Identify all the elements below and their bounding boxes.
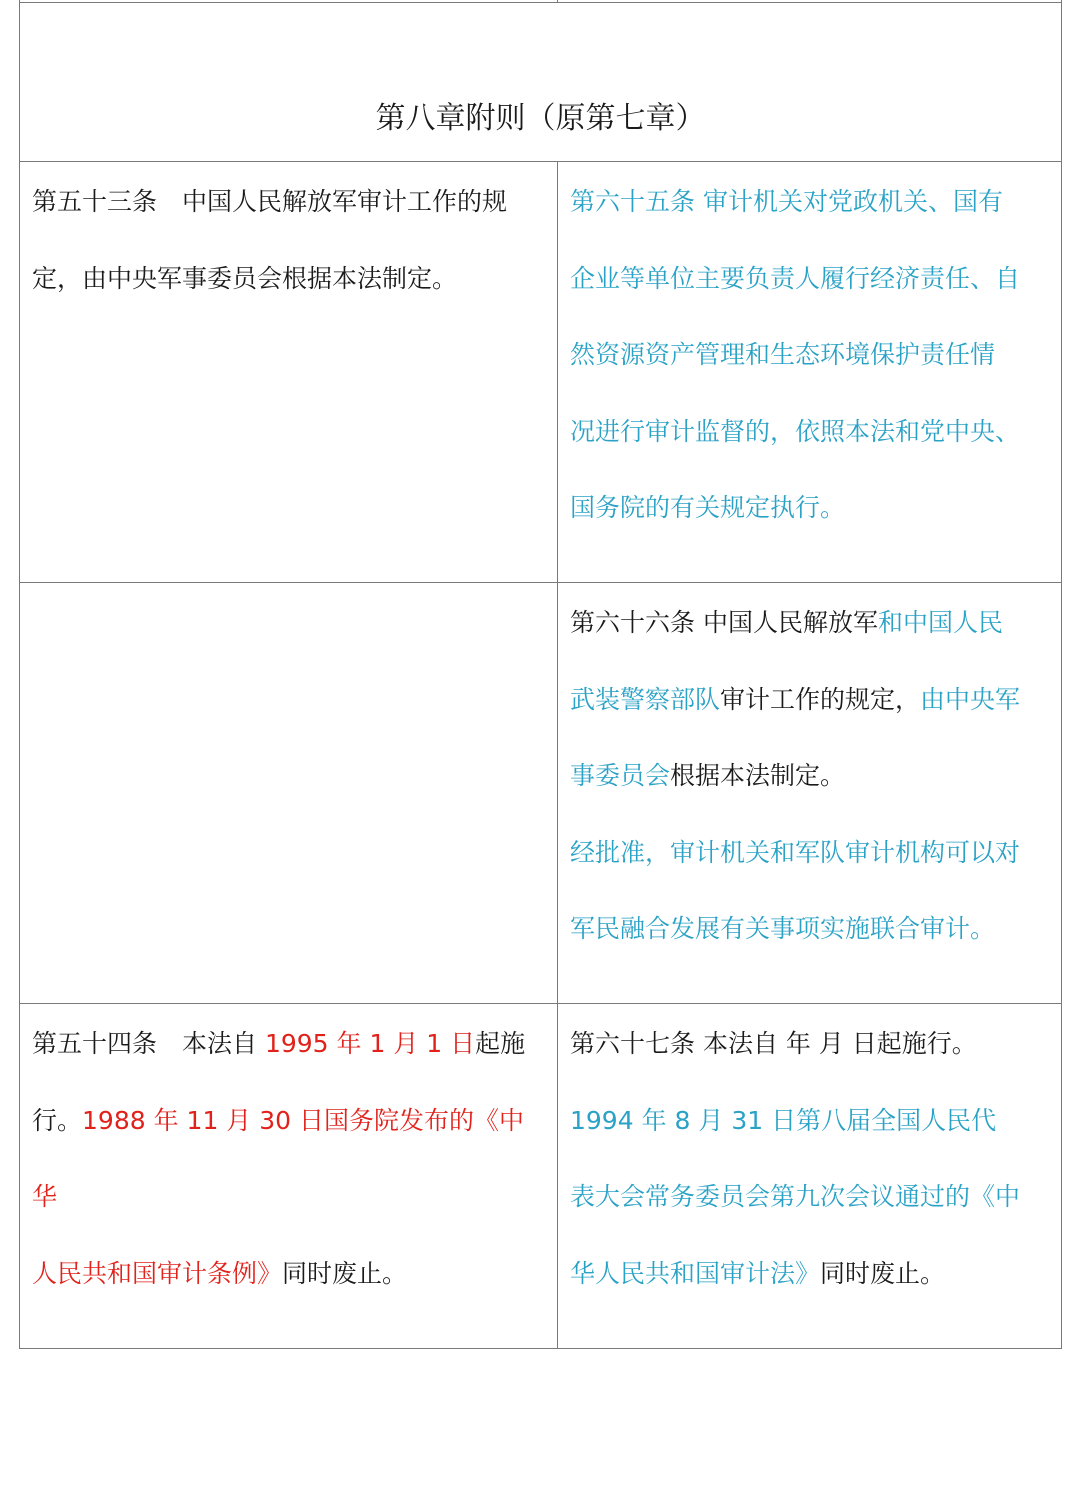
text-run: 行。	[32, 1105, 83, 1135]
table-row-2	[20, 583, 1061, 1004]
text-run: 1988 年 11 月 30 日国务院发布的《中华	[32, 1105, 524, 1211]
cell-line	[570, 1006, 1052, 1083]
cell-line	[570, 317, 1052, 394]
cell-line	[570, 738, 1052, 815]
cell-line	[32, 1236, 547, 1313]
cell-line	[32, 241, 547, 318]
cell-line	[32, 164, 547, 241]
text-run: 第六十五条 审计机关对党政机关、国有	[570, 187, 1003, 216]
text-run: 同时废止。	[282, 1258, 408, 1288]
cell-line	[570, 662, 1052, 739]
column-divider	[557, 583, 558, 1003]
text-run: 由中央军	[920, 684, 1021, 714]
text-run: 武装警察部队	[570, 684, 721, 714]
cell-line	[570, 470, 1052, 547]
text-run: 第六十六条 中国人民解放军	[570, 608, 878, 637]
text-run: 1994 年 8 月 31 日第八届全国人民代	[570, 1105, 997, 1135]
old-law-cell	[32, 1004, 547, 1312]
cell-line	[32, 1083, 547, 1236]
cell-line	[570, 394, 1052, 471]
text-run: 事委员会	[570, 761, 671, 790]
text-run: 同时废止。	[820, 1258, 946, 1288]
comparison-table	[19, 0, 1062, 1349]
chapter-title: 第八章附则（原第七章）	[375, 101, 706, 136]
old-law-cell	[32, 583, 547, 585]
text-run: 经批准，审计机关和军队审计机构可以对	[570, 837, 1021, 867]
cell-line	[570, 1236, 1052, 1313]
chapter-header-row	[20, 3, 1061, 162]
cell-line	[570, 585, 1052, 662]
text-run: 第六十七条 本法自 年 月 日起施行。	[570, 1029, 977, 1058]
text-run: 况进行审计监督的，依照本法和党中央、	[570, 416, 1021, 446]
old-law-cell	[32, 162, 547, 317]
text-run: 1995 年 1 月 1 日	[264, 1029, 476, 1058]
text-run: 企业等单位主要负责人履行经济责任、自	[570, 263, 1021, 293]
column-divider	[557, 162, 558, 582]
table-row-1	[20, 162, 1061, 583]
cell-line	[570, 815, 1052, 892]
text-run: 起施	[475, 1029, 526, 1058]
new-law-cell	[570, 1004, 1052, 1312]
text-run: 军民融合发展有关事项实施联合审计。	[570, 914, 996, 943]
text-run: 国务院的有关规定执行。	[570, 493, 846, 522]
text-run: 根据本法制定。	[670, 761, 846, 790]
text-run: 表大会常务委员会第九次会议通过的《中	[570, 1182, 1021, 1211]
cell-line	[570, 1083, 1052, 1160]
text-run: 华人民共和国审计法》	[570, 1258, 821, 1288]
cell-line	[570, 241, 1052, 318]
text-run: 然资源资产管理和生态环境保护责任情	[570, 340, 996, 369]
new-law-cell	[570, 162, 1052, 547]
cell-line	[32, 1006, 547, 1083]
cell-line	[570, 1159, 1052, 1236]
table-row-3	[20, 1004, 1061, 1349]
text-run: 人民共和国审计条例》	[32, 1258, 283, 1288]
text-run: 第五十三条 中国人民解放军审计工作的规	[32, 187, 508, 216]
cell-line	[570, 891, 1052, 968]
column-divider	[557, 1004, 558, 1349]
cell-line	[570, 164, 1052, 241]
text-run: 审计工作的规定，	[720, 684, 921, 714]
new-law-cell	[570, 583, 1052, 968]
text-run: 第五十四条 本法自	[32, 1029, 265, 1058]
text-run: 定，由中央军事委员会根据本法制定。	[32, 263, 458, 293]
text-run: 和中国人民	[877, 608, 1003, 637]
